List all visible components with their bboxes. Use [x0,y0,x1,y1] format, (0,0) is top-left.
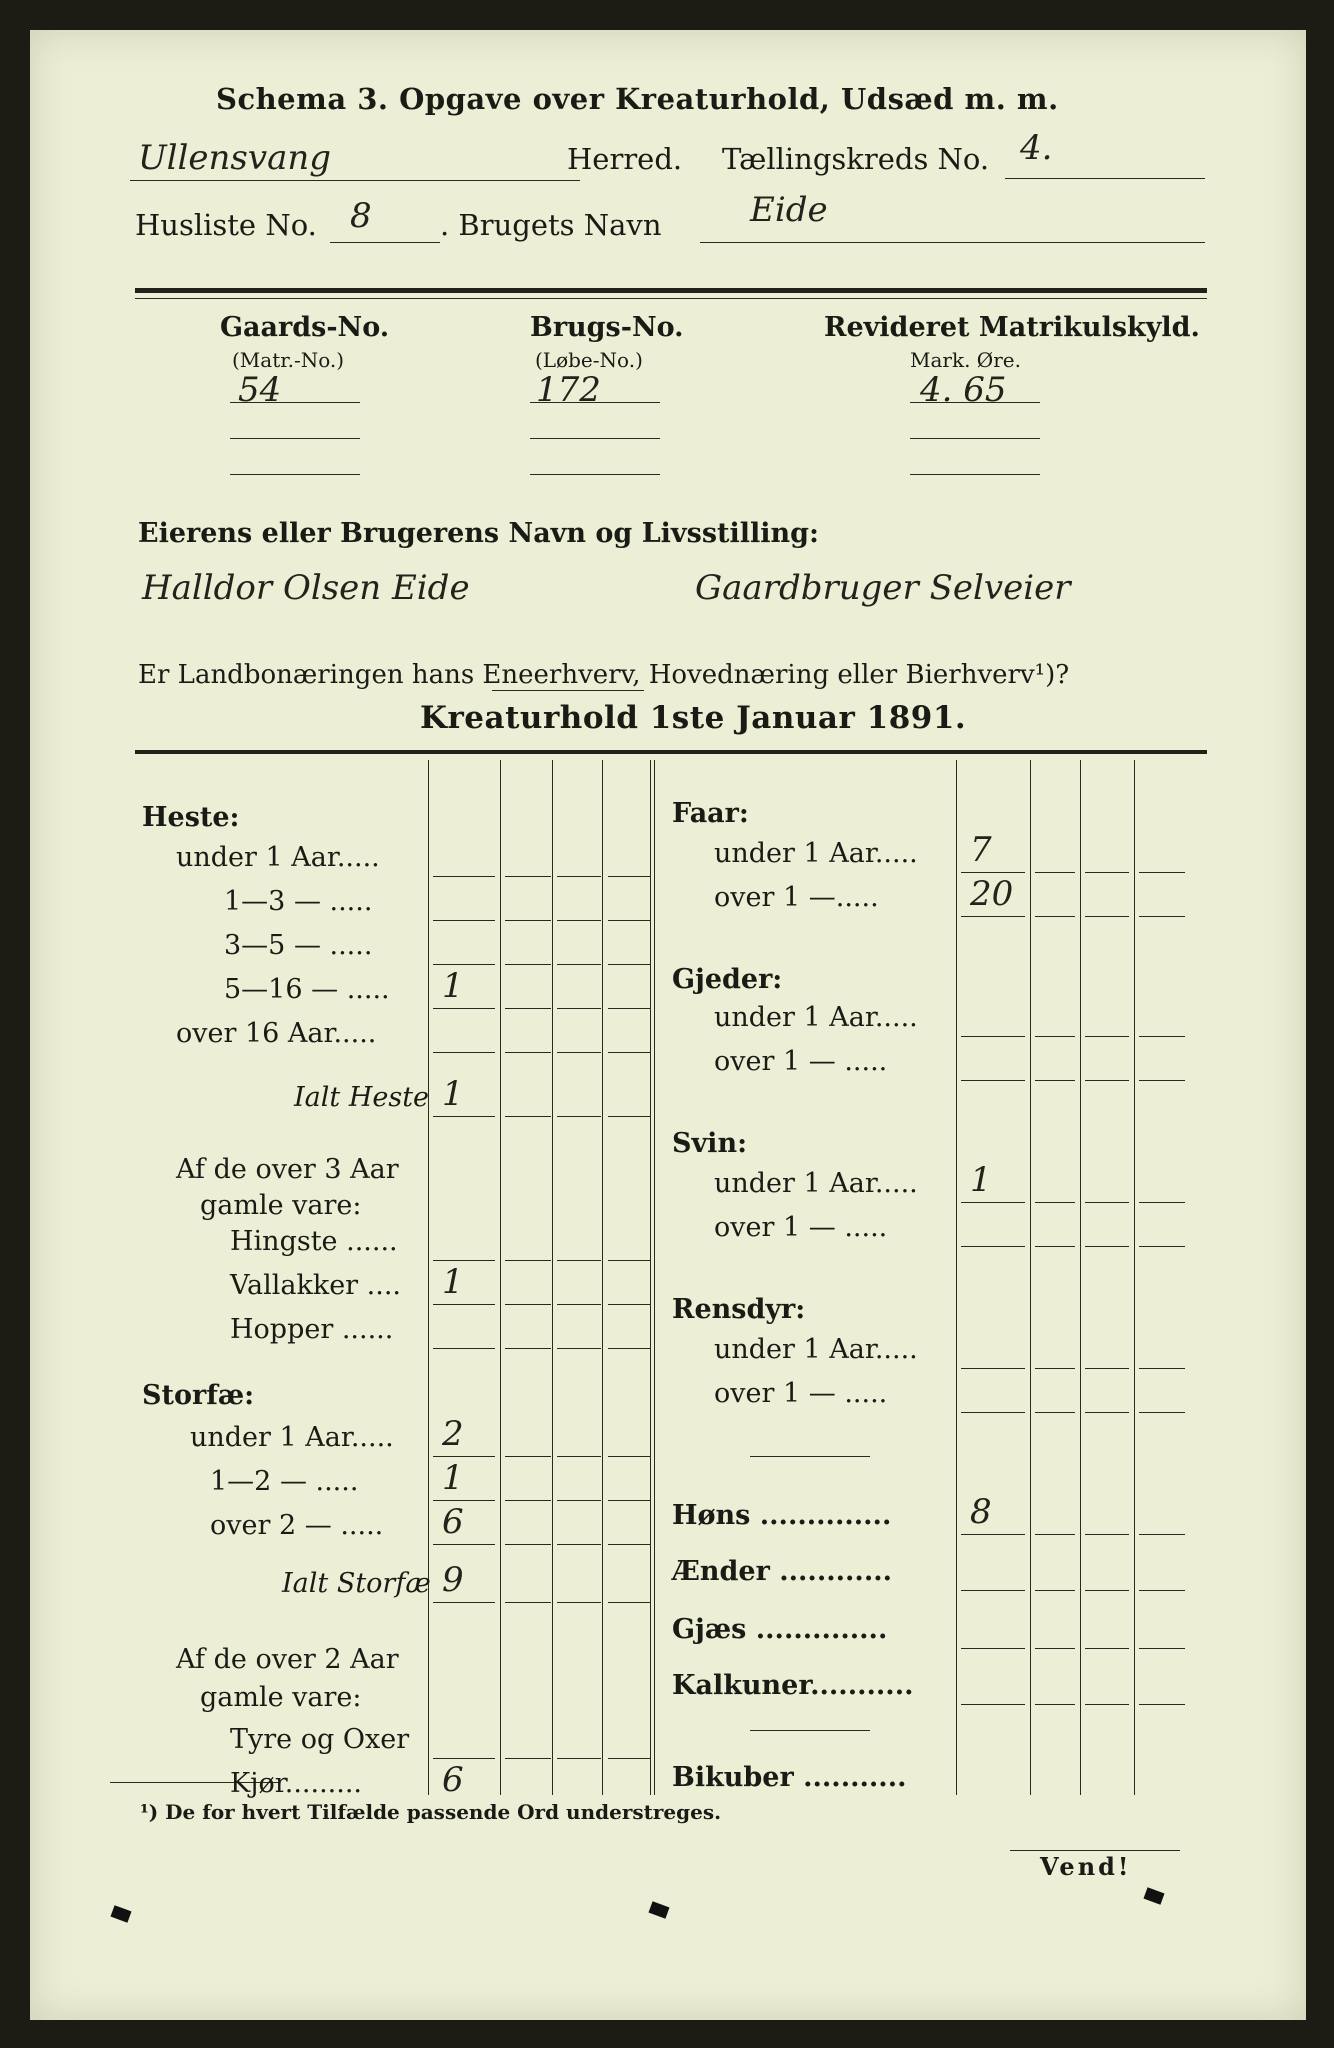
cell-line [1139,1368,1185,1369]
cell-line [1085,872,1129,873]
af3-line1: Af de over 3 Aar [176,1154,399,1185]
gaards-sub: (Matr.-No.) [232,348,345,372]
cell-line [1035,1368,1075,1369]
row-label: Vallakker .... [230,1270,402,1301]
cell-line [557,1260,601,1261]
brugs-label: Brugs-No. [530,312,684,343]
cell-line [433,1008,495,1009]
cell-line [608,964,650,965]
cell-line [1035,1590,1075,1591]
cell-line [505,920,551,921]
row-label: over 1 — ..... [714,1378,888,1409]
row-value: 1 [442,1262,464,1302]
row-label: over 2 — ..... [210,1510,384,1541]
cell-line [557,1456,601,1457]
row-label: Kalkuner........... [672,1670,914,1701]
row-label: over 1 — ..... [714,1212,888,1243]
row-label: under 1 Aar..... [714,838,918,869]
cell-line [433,1348,495,1349]
cell-line [433,1758,495,1759]
brugs-sub: (Løbe-No.) [535,348,643,372]
owner-occupation: Gaardbruger Selveier [695,568,1071,608]
cell-line [433,1116,495,1117]
row-label: under 1 Aar..... [714,1002,918,1033]
cell-line [433,1052,495,1053]
row-label: Bikuber ........... [672,1762,907,1793]
cell-line [433,1456,495,1457]
row-label: under 1 Aar..... [190,1422,394,1453]
cell-line [961,1246,1025,1247]
cell-line [1035,1412,1075,1413]
cell-line [608,1602,650,1603]
gaards-label: Gaards-No. [220,312,390,343]
cell-line [505,1500,551,1501]
cell-line [608,1500,650,1501]
cell-line [1085,1704,1129,1705]
cell-line [557,1500,601,1501]
husliste-value: 8 [350,196,372,236]
row-label: under 1 Aar..... [176,842,380,873]
question-text: Er Landbonæringen hans Eneerhverv, Hovednæring eller Bierhverv¹)? [138,660,1070,690]
cell-line [961,1080,1025,1081]
row-label: Høns .............. [672,1500,892,1531]
faar-header: Faar: [672,798,749,829]
cell-line [1085,1590,1129,1591]
cell-line [1085,1412,1129,1413]
cell-line [557,1544,601,1545]
row-label: under 1 Aar..... [714,1168,918,1199]
cell-line [961,872,1025,873]
cell-line [433,1260,495,1261]
row-label: 5—16 — ..... [224,974,390,1005]
row-value: 8 [970,1492,992,1532]
cell-line [1139,916,1185,917]
cell-line [1035,916,1075,917]
cell-line [505,1348,551,1349]
cell-line [1035,872,1075,873]
cell-line [505,876,551,877]
cell-line [1139,1704,1185,1705]
cell-line [1035,1534,1075,1535]
owner-name: Halldor Olsen Eide [142,568,470,608]
divider [750,1456,870,1457]
cell-line [961,1590,1025,1591]
cell-line [608,1052,650,1053]
af3-line2: gamle vare: [200,1190,362,1221]
matrikul-value: 4. 65 [920,370,1007,410]
cell-line [505,1544,551,1545]
row-value: 1 [970,1160,992,1200]
row-value: 6 [442,1502,464,1542]
owner-label: Eierens eller Brugerens Navn og Livsstilling: [138,518,819,549]
row-label: over 1 —..... [714,882,879,913]
row-label: Ænder ............ [672,1556,893,1587]
row-label: Ialt Storfæ [282,1568,431,1599]
cell-line [1035,1036,1075,1037]
cell-line [505,1008,551,1009]
vend-text: Vend! [1040,1852,1132,1881]
kreds-label: Tællingskreds No. [722,142,990,176]
cell-line [1085,1246,1129,1247]
cell-line [608,1348,650,1349]
cell-line [505,1304,551,1305]
cell-line [1085,1534,1129,1535]
section-title: Kreaturhold 1ste Januar 1891. [420,700,967,736]
cell-line [1139,1036,1185,1037]
cell-line [1035,1648,1075,1649]
cell-line [961,1648,1025,1649]
gaards-value: 54 [238,370,282,410]
row-value: 1 [442,966,464,1006]
cell-line [1035,1080,1075,1081]
cell-line [433,876,495,877]
cell-line [557,876,601,877]
cell-line [961,1202,1025,1203]
svin-header: Svin: [672,1128,748,1159]
cell-line [1085,1202,1129,1203]
brugs-value: 172 [536,370,601,410]
cell-line [1139,1534,1185,1535]
row-label: 1—2 — ..... [210,1466,359,1497]
cell-line [1139,1202,1185,1203]
gjeder-header: Gjeder: [672,964,783,995]
row-label: over 16 Aar..... [176,1018,377,1049]
cell-line [557,1348,601,1349]
cell-line [961,1704,1025,1705]
cell-line [433,1500,495,1501]
cell-line [433,920,495,921]
cell-line [557,1116,601,1117]
scan-mark-left [110,1905,131,1922]
cell-line [505,1260,551,1261]
cell-line [961,1412,1025,1413]
cell-line [1139,872,1185,873]
row-label: Kjør......... [230,1768,362,1799]
cell-line [505,1116,551,1117]
cell-line [433,1304,495,1305]
husliste-label: Husliste No. [135,208,317,242]
cell-line [1085,1080,1129,1081]
cell-line [961,1036,1025,1037]
cell-line [557,964,601,965]
storfae-header: Storfæ: [142,1380,255,1411]
cell-line [1139,1246,1185,1247]
cell-line [1035,1246,1075,1247]
cell-line [557,1052,601,1053]
cell-line [505,1758,551,1759]
kreds-value: 4. [1020,128,1053,168]
cell-line [1139,1648,1185,1649]
af2-line1: Af de over 2 Aar [176,1644,399,1675]
cell-line [557,1602,601,1603]
cell-line [1085,916,1129,917]
cell-line [1085,1368,1129,1369]
row-label: Gjæs .............. [672,1614,888,1645]
form-title: Schema 3. Opgave over Kreaturhold, Udsæd m. m. [216,82,1059,116]
cell-line [1035,1704,1075,1705]
scan-mark-middle [648,1901,669,1918]
af2-line2: gamle vare: [200,1682,362,1713]
row-label: 3—5 — ..... [224,930,373,961]
cell-line [1139,1412,1185,1413]
cell-line [608,1116,650,1117]
cell-line [608,1260,650,1261]
cell-line [433,1544,495,1545]
row-label: Ialt Heste [294,1082,430,1113]
cell-line [608,1304,650,1305]
row-label: over 1 — ..... [714,1046,888,1077]
cell-line [557,1304,601,1305]
cell-line [1139,1590,1185,1591]
cell-line [505,1456,551,1457]
rensdyr-header: Rensdyr: [672,1294,806,1325]
brugets-label: . Brugets Navn [440,208,662,242]
cell-line [961,1534,1025,1535]
row-value: 1 [442,1458,464,1498]
brugets-value: Eide [750,190,828,230]
row-value: 9 [442,1560,464,1600]
herred-label: Herred. [567,142,683,176]
cell-line [1035,1202,1075,1203]
matrikul-label: Revideret Matrikulskyld. [824,312,1200,343]
cell-line [433,964,495,965]
row-label: 1—3 — ..... [224,886,373,917]
cell-line [961,916,1025,917]
cell-line [433,1602,495,1603]
cell-line [608,1008,650,1009]
scan-mark-right [1143,1887,1164,1904]
row-value: 1 [442,1074,464,1114]
cell-line [608,1456,650,1457]
cell-line [557,1758,601,1759]
matrikul-sub: Mark. Øre. [910,348,1021,372]
cell-line [557,920,601,921]
cell-line [1139,1080,1185,1081]
footnote: ¹) De for hvert Tilfælde passende Ord understreges. [140,1800,722,1824]
row-value: 7 [970,830,992,870]
row-label: Tyre og Oxer [230,1724,410,1755]
heste-header: Heste: [142,802,240,833]
row-label: under 1 Aar..... [714,1334,918,1365]
cell-line [608,920,650,921]
divider [750,1730,870,1731]
cell-line [961,1368,1025,1369]
cell-line [557,1008,601,1009]
cell-line [1085,1036,1129,1037]
cell-line [608,876,650,877]
row-label: Hopper ...... [230,1314,394,1345]
cell-line [505,1052,551,1053]
cell-line [1085,1648,1129,1649]
herred-value: Ullensvang [138,138,332,178]
row-value: 6 [442,1760,464,1800]
row-value: 20 [970,874,1014,914]
row-value: 2 [442,1414,464,1454]
cell-line [608,1758,650,1759]
form-page [30,30,1306,2020]
cell-line [505,964,551,965]
cell-line [608,1544,650,1545]
row-label: Hingste ...... [230,1226,398,1257]
cell-line [505,1602,551,1603]
